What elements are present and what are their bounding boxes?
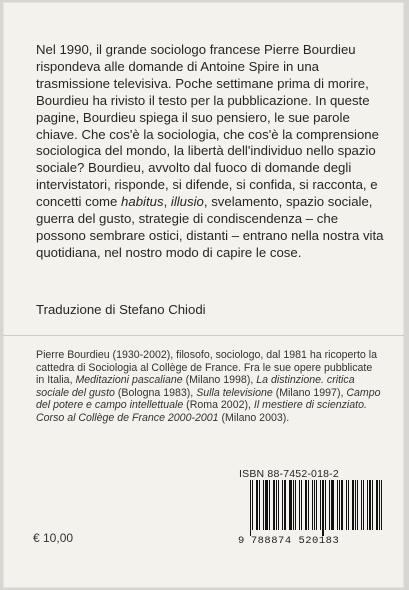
- barcode-bar: [293, 480, 294, 530]
- barcode-bar: [316, 480, 317, 530]
- isbn-label: ISBN 88-7452-018-2: [239, 468, 339, 480]
- barcode-digit-group: 520183: [298, 535, 340, 547]
- barcode-bar: [357, 480, 358, 530]
- barcode-bar: [299, 480, 300, 530]
- bio-segment: (Milano 1997),: [272, 386, 347, 399]
- barcode-bar: [341, 480, 343, 530]
- barcode-bar: [376, 480, 378, 530]
- section-divider: [3, 335, 404, 336]
- blurb-segment: , svelamento, spazio sociale, guerra del gusto, strategie di condiscendenza – che possono sembrare ostici, distanti – entrano nella nostra vita quotidiana, nel nostro modo di capire le cose.: [36, 194, 384, 260]
- bio-title: Campo del potere e campo intellettuale: [36, 386, 381, 412]
- barcode-bar: [303, 480, 304, 530]
- barcode-bar: [344, 480, 345, 530]
- author-bio: [36, 349, 381, 425]
- bio-title: La distinzione. critica sociale del gusto: [36, 374, 355, 399]
- bio-title: Meditazioni pascaliane: [75, 374, 183, 387]
- barcode-bar: [318, 480, 319, 536]
- barcode-bar: [287, 480, 288, 530]
- barcode-bar: [261, 480, 262, 530]
- term-habitus: habitus: [121, 194, 164, 210]
- blurb-segment: ,: [163, 194, 171, 210]
- barcode: [250, 480, 386, 530]
- barcode-bar: [359, 480, 360, 530]
- barcode-bar: [305, 480, 307, 530]
- translator-credit: Traduzione di Stefano Chiodi: [36, 302, 206, 317]
- barcode-bar: [363, 480, 364, 530]
- barcode-bar: [369, 480, 371, 530]
- barcode-bar: [259, 480, 260, 530]
- barcode-bar: [383, 480, 384, 536]
- barcode-bar: [284, 480, 286, 530]
- barcode-lead-digit: 9: [238, 535, 245, 547]
- bio-segment: (Bologna 1983),: [114, 386, 197, 399]
- barcode-bar: [295, 480, 296, 530]
- barcode-bar: [314, 480, 315, 530]
- barcode-bar: [355, 480, 356, 530]
- barcode-bar: [335, 480, 336, 530]
- barcode-digit-group: 788874: [250, 535, 292, 547]
- barcode-bar: [339, 480, 340, 530]
- barcode-bar: [308, 480, 309, 530]
- barcode-bar: [372, 480, 373, 530]
- barcode-bar: [379, 480, 380, 530]
- bio-segment: (Roma 2002),: [183, 399, 254, 412]
- term-illusio: illusio: [170, 194, 204, 210]
- barcode-bar: [250, 480, 251, 536]
- barcode-bar: [263, 480, 264, 530]
- barcode-bar: [273, 480, 275, 530]
- barcode-bar: [337, 480, 338, 530]
- bio-segment: (Milano 1998),: [182, 374, 257, 387]
- barcode-bar: [325, 480, 326, 530]
- barcode-bar: [329, 480, 330, 530]
- barcode-bar: [254, 480, 255, 536]
- barcode-bar: [320, 480, 321, 530]
- bio-title: Il mestiere di scienziato. Corso al Collège de France 2000-2001: [36, 399, 367, 424]
- bio-segment: (Milano 2003).: [218, 411, 290, 424]
- barcode-bar: [265, 480, 268, 530]
- barcode-bar: [346, 480, 347, 530]
- barcode-bar: [252, 480, 253, 530]
- barcode-bar: [269, 480, 270, 530]
- barcode-bar: [365, 480, 366, 530]
- barcode-bar: [278, 480, 279, 530]
- barcode-bar: [256, 480, 258, 530]
- barcode-bar: [276, 480, 277, 530]
- barcode-bar: [312, 480, 313, 530]
- blurb-segment: Nel 1990, il grande sociologo francese Pierre Bourdieu rispondeva alle domande di Antoine Spire in una trasmissione televisiva. Poche settimane prima di morire, Bourdieu ha rivisto il testo per la pubblicazione. In queste pagine, Bourdieu spiega il suo pensiero, le sue parole chiave. Che cos'è la sociologia, che cos'è la comprensione sociologica del mondo, la libertà dell'individuo nello spazio sociale? Bourdieu, avvolto dal fuoco di domande degli intervistatori, risponde, si difende, si confida, si racconta, e concetti come: [36, 42, 379, 210]
- barcode-bar: [361, 480, 362, 530]
- barcode-bar: [381, 480, 382, 530]
- barcode-bar: [348, 480, 349, 530]
- barcode-bar: [289, 480, 292, 530]
- barcode-bar: [331, 480, 334, 530]
- barcode-digits: [238, 535, 339, 547]
- barcode-bar: [367, 480, 368, 530]
- barcode-bar: [301, 480, 302, 530]
- barcode-bar: [297, 480, 298, 530]
- barcode-bar: [374, 480, 375, 530]
- barcode-bar: [352, 480, 354, 530]
- bio-segment: Pierre Bourdieu (1930-2002), filosofo, sociologo, dal 1981 ha ricoperto la cattedra di Sociologia al Collège de France. Fra le sue opere pubblicate in Italia,: [36, 349, 377, 387]
- barcode-bar: [310, 480, 311, 530]
- barcode-bar: [280, 480, 281, 530]
- barcode-bar: [350, 480, 351, 530]
- price-label: € 10,00: [33, 531, 74, 545]
- back-cover: [3, 2, 404, 588]
- blurb-text: [36, 42, 386, 262]
- barcode-bar: [271, 480, 272, 530]
- barcode-bar: [327, 480, 328, 530]
- bio-title: Sulla televisione: [196, 386, 273, 399]
- barcode-bar: [282, 480, 283, 530]
- barcode-bar: [322, 480, 324, 536]
